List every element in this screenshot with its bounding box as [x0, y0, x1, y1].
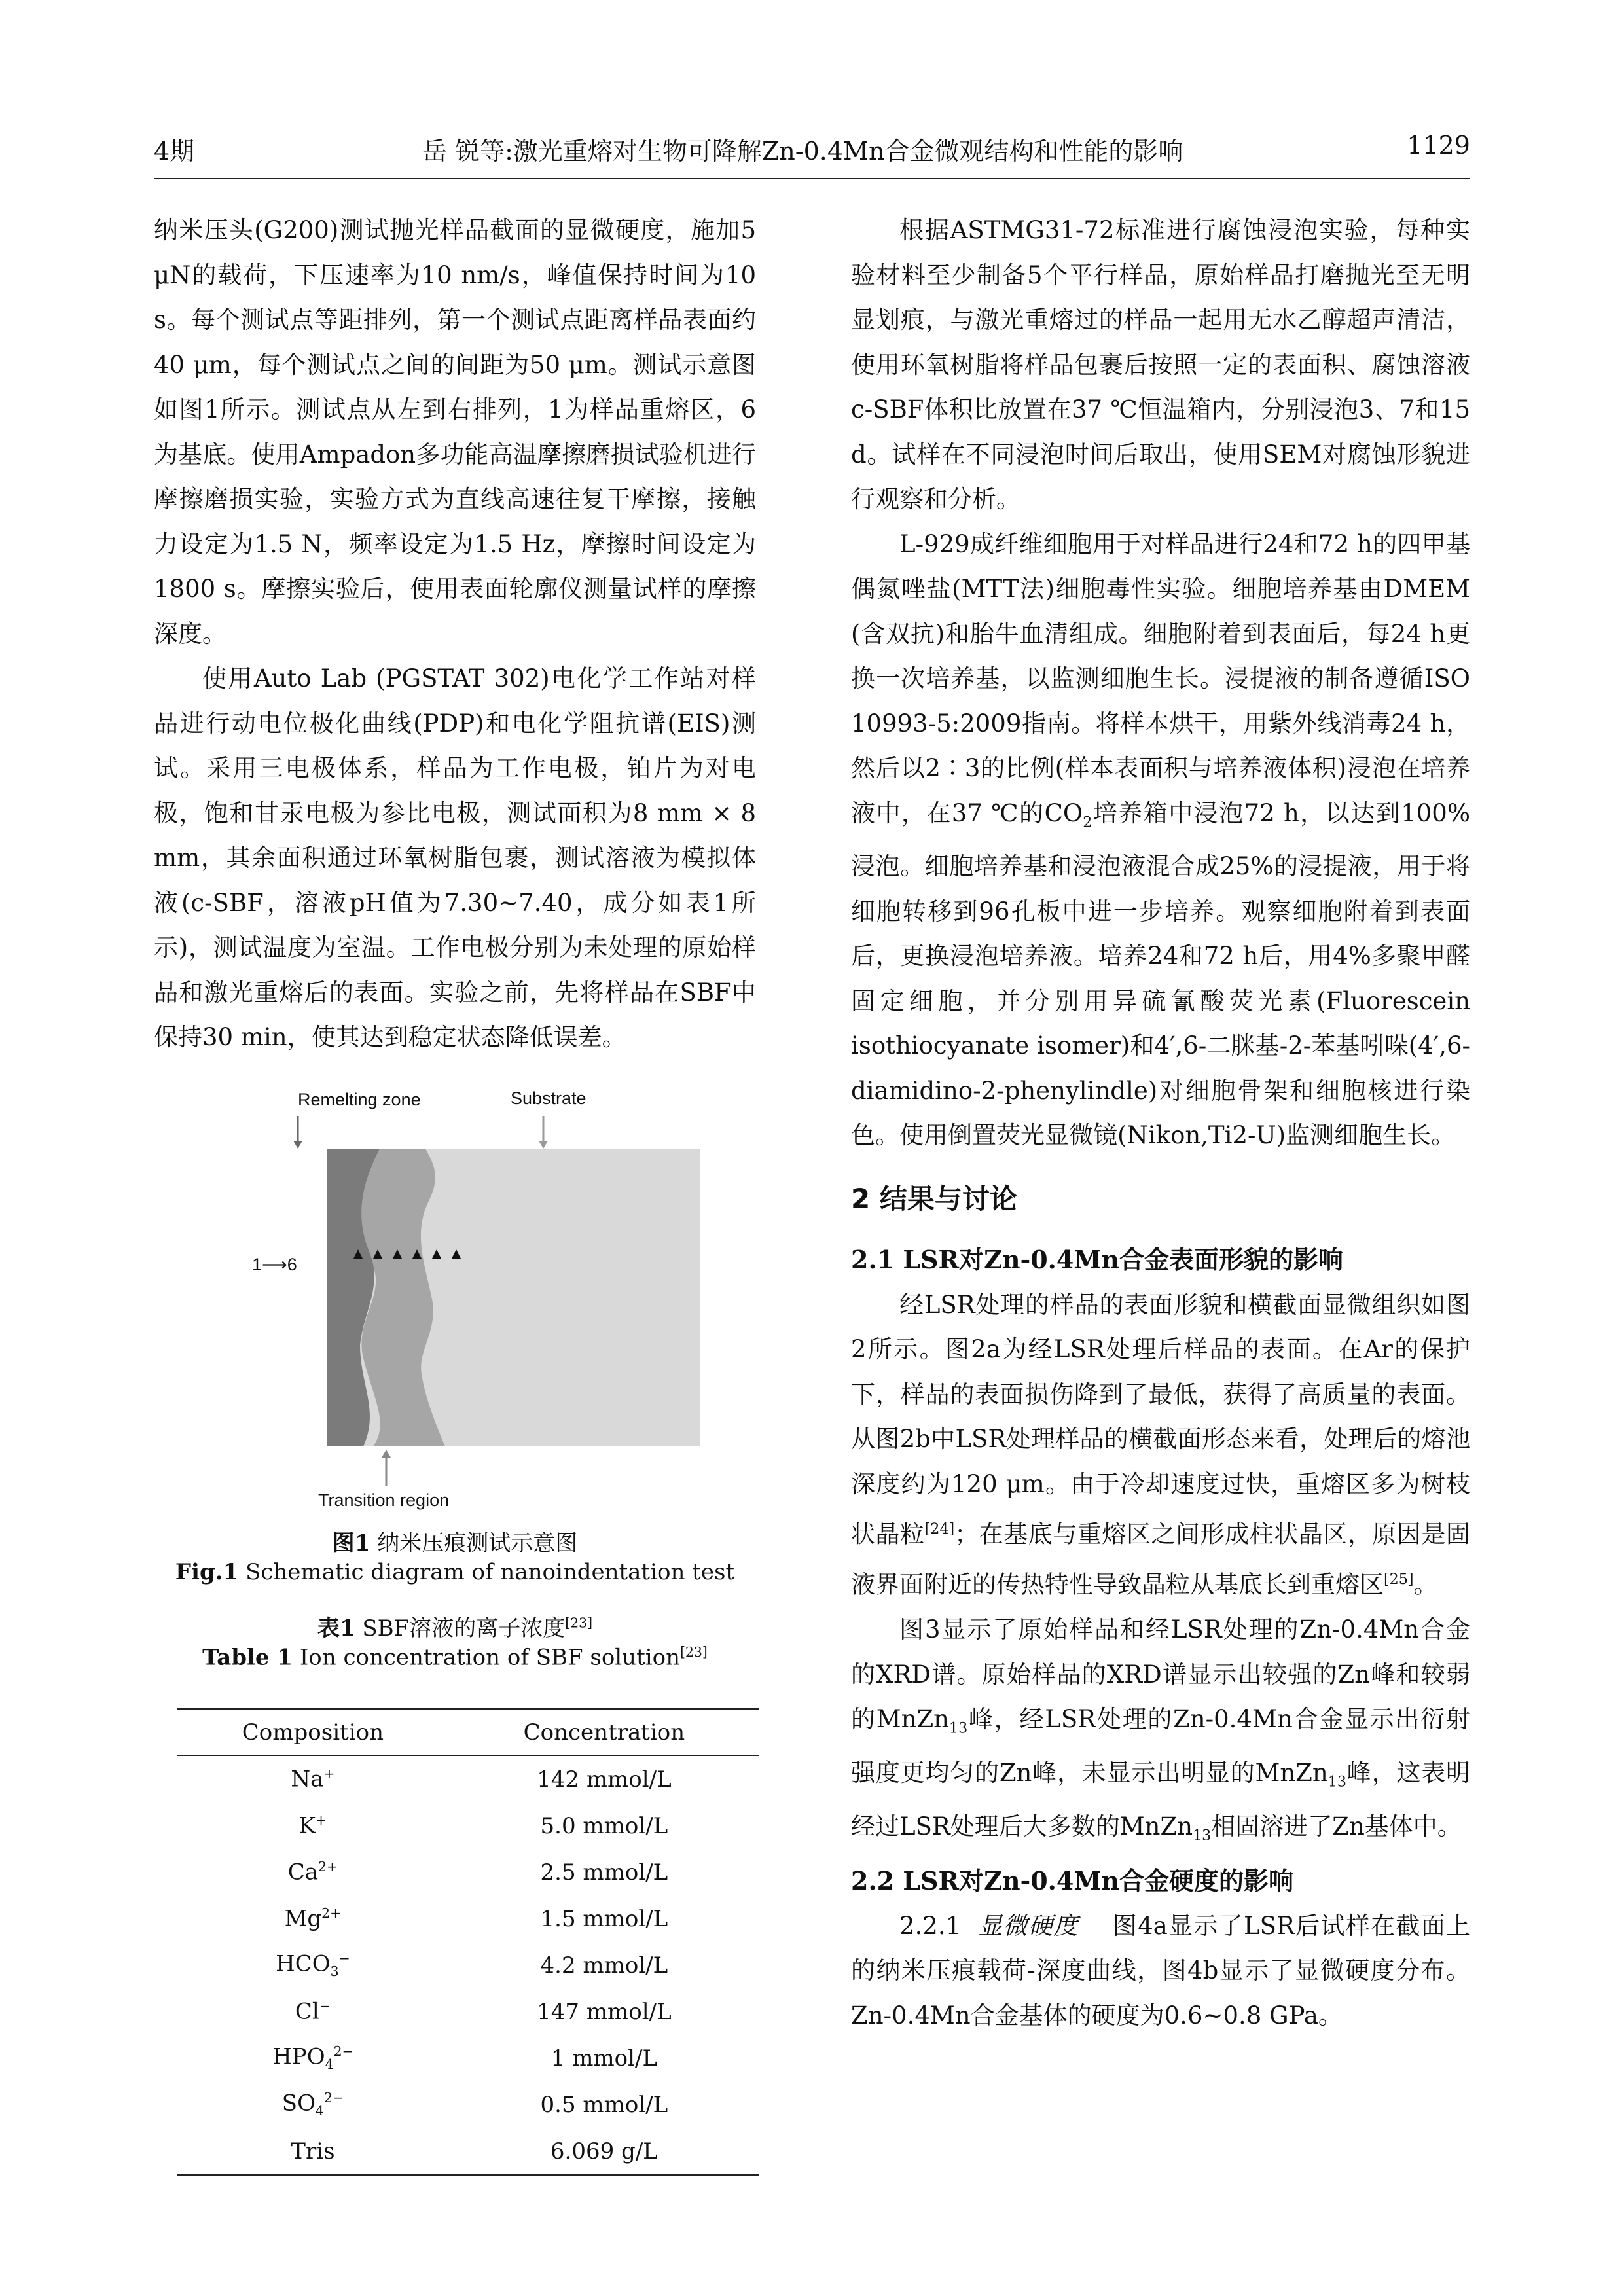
cell-ion: $SO_4^{2-}$ — [281, 2090, 344, 2119]
subsection-2-2-heading: 2.2 LSR对Zn-0.4Mn合金硬度的影响 — [851, 1865, 1294, 1895]
cell-concentration: 5.0 mmol/L — [540, 1812, 668, 1839]
table-row — [177, 2128, 759, 2176]
right-column — [851, 208, 1470, 2038]
cell-ion: Cl− — [295, 1998, 331, 2025]
cell-ion: $Ca^{2+}$ — [287, 1859, 338, 1886]
paragraph-microhardness: 2.2.1 显微硬度 图4a显示了LSR后试样在截面上的纳米压痕载荷-深度曲线，图4b显示了显微硬度分布。Zn-0.4Mn合金基体的硬度为0.6~0.8 GPa。 — [851, 1911, 1471, 2030]
table-row — [177, 2081, 759, 2128]
table-row — [177, 1803, 759, 1849]
running-title: 岳 锐等:激光重熔对生物可降解Zn-0.4Mn合金微观结构和性能的影响 — [422, 137, 1183, 166]
transition-arrowhead — [382, 1450, 391, 1458]
figure-1 — [249, 1083, 746, 1509]
remelting-arrowhead — [293, 1141, 302, 1149]
paragraph-electrochemistry: 使用Auto Lab (PGSTAT 302)电化学工作站对样品进行动电位极化曲线(PDP)和电化学阻抗谱(EIS)测试。采用三电极体系，样品为工作电极，铂片为对电极，饱和甘汞电极为参比电极，测试面积为8 mm × 8 mm，其余面积通过环氧树脂包裹，测试溶液为模拟体液(c-SBF，溶液pH值为7.30~7.40，成分如表1所示)，测试温度为室温。工作电极分别为未处理的原始样品和激光重熔后的表面。实验之前，先将样品在SBF中保持30 min，使其达到稳定状态降低误差。 — [154, 664, 756, 1051]
cell-ion: K+ — [298, 1812, 327, 1839]
substrate-arrowhead — [539, 1141, 548, 1149]
table-row — [177, 2035, 759, 2081]
paragraph-corrosion: 根据ASTMG31-72标准进行腐蚀浸泡实验，每种实验材料至少制备5个平行样品，原始样品打磨抛光至无明显划痕，与激光重熔过的样品一起用无水乙醇超声清洁，使用环氧树脂将样品包裹后按照一定的表面积、腐蚀溶液c-SBF体积比放置在37 ℃恒温箱内，分别浸泡3、7和15 d。试样在不同浸泡时间后取出，使用SEM对腐蚀形貌进行观察和分析。 — [851, 216, 1470, 513]
paragraph-nanoindentation: 纳米压头(G200)测试抛光样品截面的显微硬度，施加5 μN的载荷，下压速率为10 nm/s，峰值保持时间为10 s。每个测试点等距排列，第一个测试点距离样品表面约40 μm，每个测试点之间的间距为50 μm。测试示意图如图1所示。测试点从左到右排列，1为样品重熔区，6为基底。使用Ampadon多功能高温摩擦磨损试验机进行摩擦磨损实验，实验方式为直线高速往复干摩擦，接触力设定为1.5 N，频率设定为1.5 Hz，摩擦时间设定为1800 s。摩擦实验后，使用表面轮廓仪测量试样的摩擦深度。 — [154, 216, 756, 648]
table-1 — [177, 1708, 759, 2176]
header-rule — [154, 178, 1470, 179]
table-header-row — [177, 1710, 759, 1756]
subsection-2-1-heading: 2.1 LSR对Zn-0.4Mn合金表面形貌的影响 — [851, 1244, 1344, 1274]
paragraph-xrd: 图3显示了原始样品和经LSR处理的Zn-0.4Mn合金的XRD谱。原始样品的XRD谱显示出较强的Zn峰和较弱的MnZn$_{13}$峰，经LSR处理的Zn-0.4Mn合金显示出衍射强度更均匀的Zn峰，未显示出明显的MnZn$_{13}$峰，这表明经过LSR处理后大多数的MnZn$_{13}$相固溶进了Zn基体中。 — [851, 1615, 1470, 1844]
table-row — [177, 1988, 759, 2035]
table-row — [177, 1849, 759, 1895]
paragraph-cytotoxicity: L-929成纤维细胞用于对样品进行24和72 h的四甲基偶氮唑盐(MTT法)细胞毒性实验。细胞培养基由DMEM (含双抗)和胎牛血清组成。细胞附着到表面后，每24 h更换一次培养基，以监测细胞生长。浸提液的制备遵循ISO 10993-5:2009指南。将样本烘干，用紫外线消毒24 h，然后以2∶3的比例(样本表面积与培养液体积)浸泡在培养液中，在37 ℃的$CO_2$培养箱中浸泡72 h，以达到100%浸泡。细胞培养基和浸泡液混合成25%的浸提液，用于将细胞转移到96孔板中进一步培养。观察细胞附着到表面后，更换浸泡培养液。培养24和72 h后，用4%多聚甲醛固定细胞，并分别用异硫氰酸荧光素(Fluorescein isothiocyanate isomer)和4′,6-二脒基-2-苯基吲哚(4′,6-diamidino-2-phenylindle)对细胞骨架和细胞核进行染色。使用倒置荧光显微镜(Nikon,Ti2-U)监测细胞生长。 — [851, 529, 1470, 1150]
issue-number: 4期 — [154, 137, 195, 166]
table-1-caption-en: Table 1 Ion concentration of SBF solution[23] — [202, 1644, 708, 1671]
cell-ion: $HPO_4^{2-}$ — [272, 2043, 353, 2073]
table-body — [177, 1755, 759, 2176]
cell-ion: $Mg^{2+}$ — [284, 1905, 342, 1932]
label-remelting-zone: Remelting zone — [298, 1090, 421, 1109]
col-composition: Composition — [177, 1710, 449, 1756]
cell-ion: Tris — [177, 2128, 449, 2176]
table-row — [177, 1942, 759, 1988]
table-1-caption-cn: 表1 SBF溶液的离子浓度[23] — [317, 1615, 593, 1641]
cell-ion: $HCO_3^-$ — [276, 1950, 350, 1980]
table-row — [177, 1895, 759, 1942]
label-transition-region: Transition region — [318, 1490, 450, 1510]
table-row — [177, 1755, 759, 1803]
page-number: 1129 — [1407, 131, 1470, 160]
cell-ion: Na+ — [291, 1766, 335, 1793]
section-2-heading: 2 结果与讨论 — [851, 1182, 1017, 1215]
cell-concentration: 147 mmol/L — [537, 1998, 672, 2025]
cell-concentration: 2.5 mmol/L — [540, 1859, 668, 1886]
figure-1-caption-en: Fig.1 Schematic diagram of nanoindentation test — [175, 1559, 735, 1585]
figure-1-schematic — [249, 1083, 746, 1509]
running-header — [154, 131, 1470, 170]
cell-concentration: 1 mmol/L — [550, 2045, 658, 2072]
figure-1-caption-cn: 图1 纳米压痕测试示意图 — [332, 1530, 578, 1556]
cell-concentration: 1.5 mmol/L — [540, 1905, 668, 1932]
cell-concentration: 142 mmol/L — [537, 1766, 672, 1793]
cell-concentration: 4.2 mmol/L — [540, 1952, 668, 1979]
label-substrate: Substrate — [511, 1088, 586, 1108]
cell-concentration: 0.5 mmol/L — [540, 2091, 668, 2118]
left-column — [154, 208, 756, 1060]
paragraph-morphology: 经LSR处理的样品的表面形貌和横截面显微组织如图2所示。图2a为经LSR处理后样品的表面。在Ar的保护下，样品的表面损伤降到了最低，获得了高质量的表面。从图2b中LSR处理样品的横截面形态来看，处理后的熔池深度约为120 μm。由于冷却速度过快，重熔区多为树枝状晶粒[24]；在基底与重熔区之间形成柱状晶区，原因是固液界面附近的传热特性导致晶粒从基底长到重熔区[25]。 — [851, 1290, 1470, 1599]
cell-concentration: 6.069 g/L — [449, 2128, 759, 2176]
col-concentration: Concentration — [449, 1710, 759, 1756]
label-order: 1⟶6 — [252, 1255, 297, 1274]
